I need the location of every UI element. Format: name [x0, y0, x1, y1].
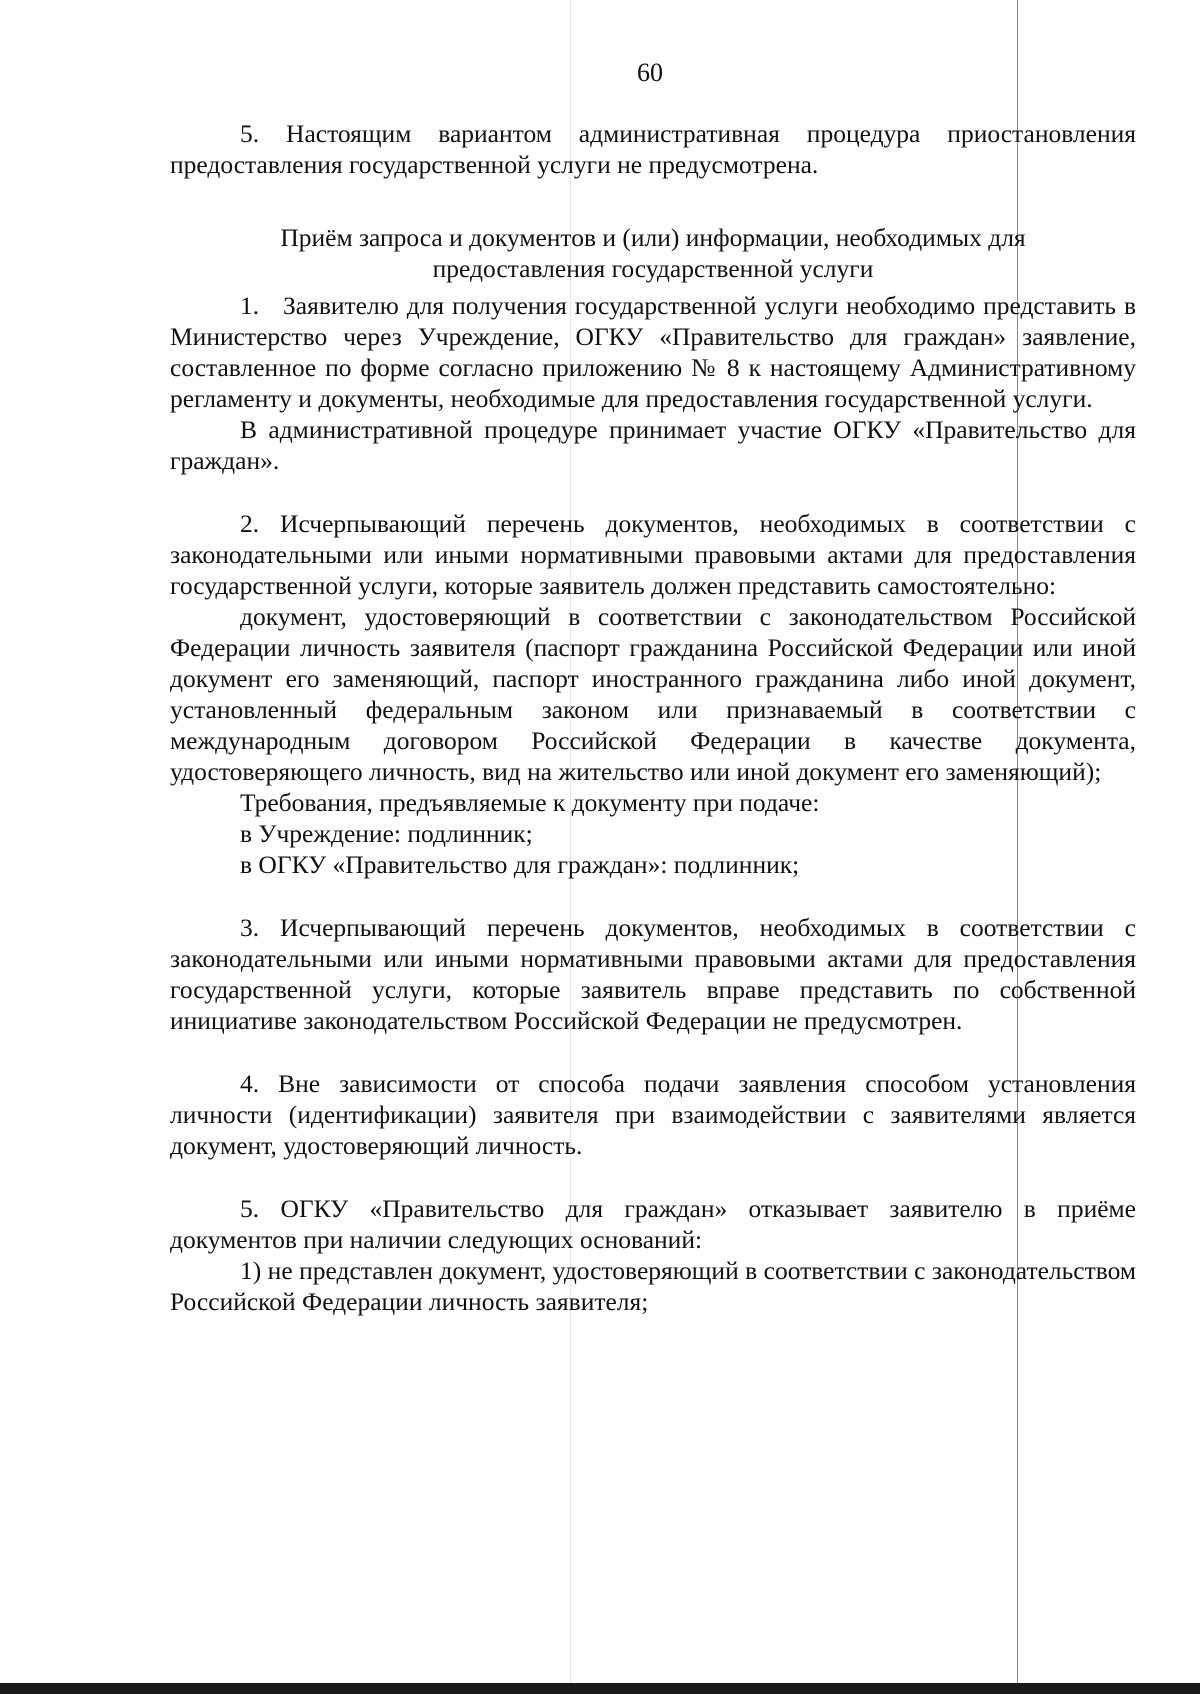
paragraph-5a: 1) не представлен документ, удостоверяющий в соответствии с законодательством Российской Федерации личность заявителя;: [170, 1256, 1136, 1316]
paragraph-1: 1. Заявителю для получения государственной услуги необходимо представить в Министерство через Учреждение, ОГКУ «Правительство для граждан» заявление, составленное по форме согласно приложению № 8 к настоящему Административному регламенту и документы, необходимые для предоставления государственной услуги.: [170, 291, 1136, 413]
section-heading: Приём запроса и документов и (или) информации, необходимых для предоставления государственной услуги: [280, 223, 1026, 283]
paragraph-1b: В административной процедуре принимает участие ОГКУ «Правительство для граждан».: [170, 415, 1136, 475]
paragraph-2c: в Учреждение: подлинник;: [240, 819, 533, 848]
document-body: [170, 118, 1136, 1317]
paragraph-5: 5. ОГКУ «Правительство для граждан» отказывает заявителю в приёме документов при наличии следующих оснований:: [170, 1194, 1136, 1254]
paragraph-2a: документ, удостоверяющий в соответствии с законодательством Российской Федерации личность заявителя (паспорт гражданина Российской Федерации или иной документ его заменяющий, паспорт иностранного гражданина либо иной документ, установленный федеральным законом или признаваемый в соответствии с международным договором Российской Федерации в качестве документа, удостоверяющего личность, вид на жительство или иной документ его заменяющий);: [170, 602, 1136, 786]
paragraph-2b: Требования, предъявляемые к документу при подаче:: [240, 788, 820, 817]
paragraph-2d: в ОГКУ «Правительство для граждан»: подлинник;: [240, 850, 800, 879]
paragraph-3: 3. Исчерпывающий перечень документов, необходимых в соответствии с законодательными или иными нормативными правовыми актами для предоставления государственной услуги, которые заявитель вправе представить по собственной инициативе законодательством Российской Федерации не предусмотрен.: [170, 913, 1136, 1035]
paragraph-4: 4. Вне зависимости от способа подачи заявления способом установления личности (идентификации) заявителя при взаимодействии с заявителями является документ, удостоверяющий личность.: [170, 1069, 1136, 1160]
paragraph-2: 2. Исчерпывающий перечень документов, необходимых в соответствии с законодательными или иными нормативными правовыми актами для предоставления государственной услуги, которые заявитель должен представить самостоятельно:: [170, 509, 1136, 600]
paragraph-intro: 5. Настоящим вариантом административная процедура приостановления предоставления государственной услуги не предусмотрена.: [170, 119, 1136, 179]
page-number: 60: [637, 58, 663, 87]
scan-bottom-edge: [0, 1683, 1200, 1694]
